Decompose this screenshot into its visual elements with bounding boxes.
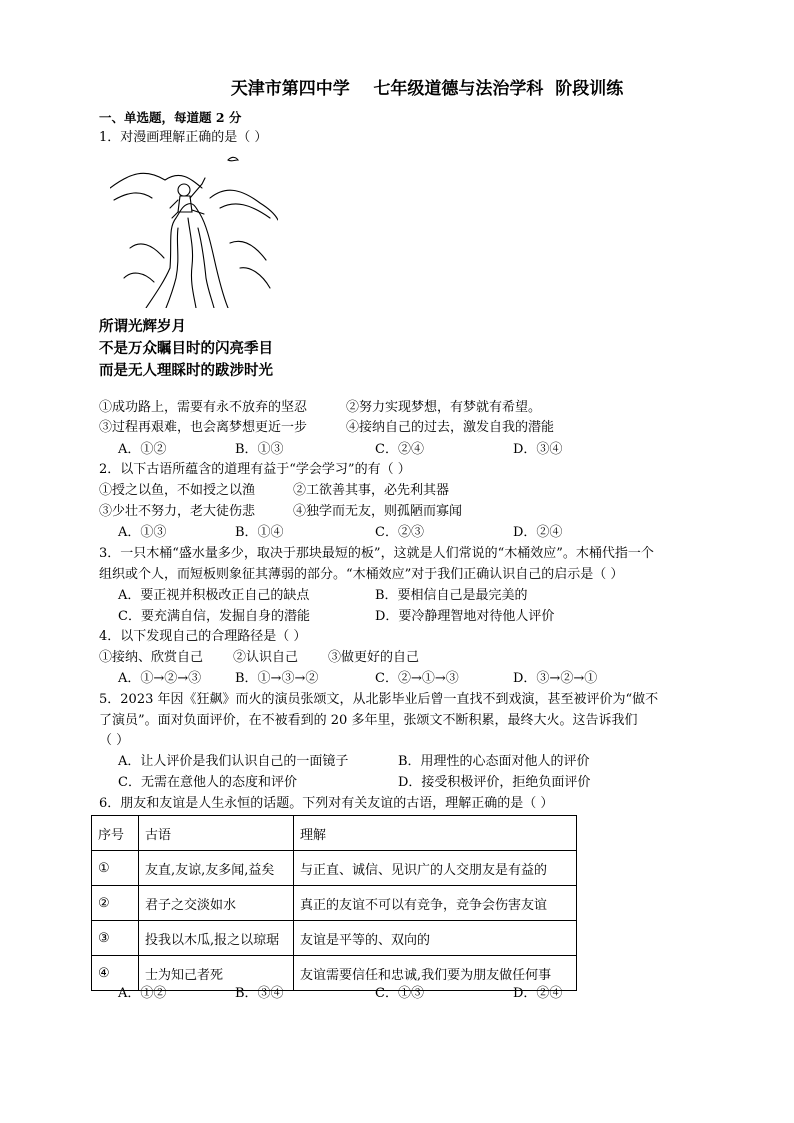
q6-table (91, 815, 577, 991)
table-row (92, 886, 577, 921)
q2-option-b[interactable]: B．①④ (235, 525, 284, 540)
q1-option-a[interactable]: A．①② (118, 442, 167, 457)
q1-option-c[interactable]: C．②④ (375, 442, 424, 457)
q1-option-b[interactable]: B．①③ (235, 442, 284, 457)
q6-option-c[interactable]: C．①③ (375, 986, 424, 1001)
header-proverb: 古语 (139, 816, 294, 851)
q2-option-c[interactable]: C．②③ (375, 525, 424, 540)
q4-option-d[interactable]: D．③→②→① (513, 671, 598, 686)
q6-option-d[interactable]: D．②④ (513, 986, 563, 1001)
table-header-row (92, 816, 577, 851)
q4-option-c[interactable]: C．②→①→③ (375, 671, 459, 686)
row-understanding: 与正直、诚信、见识广的人交朋友是有益的 (294, 851, 577, 886)
row-index: ④ (92, 956, 139, 991)
q5-option-b[interactable]: B．用理性的心态面对他人的评价 (398, 754, 590, 769)
mountain-climber-cartoon (110, 148, 278, 308)
q3-option-d[interactable]: D．要冷静理智地对待他人评价 (375, 609, 555, 624)
q4-statement-3: ③做更好的自己 (328, 650, 420, 665)
table-row (92, 851, 577, 886)
cartoon-caption (99, 316, 299, 382)
q3-option-b[interactable]: B．要相信自己是最完美的 (375, 588, 528, 603)
row-proverb: 君子之交淡如水 (139, 886, 294, 921)
q1-statement-3: ③过程再艰难，也会离梦想更近一步 (99, 420, 308, 435)
q5-stem-line-3: （ ） (99, 733, 130, 748)
header-index: 序号 (92, 816, 139, 851)
q4-option-a[interactable]: A．①→②→③ (118, 671, 202, 686)
row-proverb: 友直,友谅,友多闻,益矣 (139, 851, 294, 886)
q1-option-d[interactable]: D．③④ (513, 442, 563, 457)
q4-statement-1: ①接纳、欣赏自己 (99, 650, 204, 665)
row-index: ③ (92, 921, 139, 956)
q1-statement-2: ②努力实现梦想，有梦就有希望。 (346, 400, 542, 415)
q5-option-c[interactable]: C．无需在意他人的态度和评价 (118, 775, 297, 790)
q6-stem: 6．朋友和友谊是人生永恒的话题。下列对有关友谊的古语，理解正确的是（ ） (99, 796, 554, 811)
caption-line: 而是无人理睬时的跋涉时光 (99, 363, 273, 379)
q2-option-a[interactable]: A．①③ (118, 525, 167, 540)
q4-option-b[interactable]: B．①→③→② (235, 671, 319, 686)
q3-stem-line-2: 组织或个人，而短板则象征其薄弱的部分。“木桶效应”对于我们正确认识自己的启示是（ ） (99, 567, 624, 582)
q2-stem: 2．以下古语所蕴含的道理有益于“学会学习”的有（ ） (99, 462, 411, 477)
header-understanding: 理解 (294, 816, 577, 851)
q6-option-b[interactable]: B．③④ (235, 986, 284, 1001)
q4-stem: 4．以下发现自己的合理路径是（ ） (99, 629, 307, 644)
caption-line: 不是万众瞩目时的闪亮季目 (99, 341, 273, 357)
q3-option-c[interactable]: C．要充满自信，发掘自身的潜能 (118, 609, 310, 624)
q2-statement-1: ①授之以鱼，不如授之以渔 (99, 483, 256, 498)
row-proverb: 士为知己者死 (139, 956, 294, 991)
q3-option-a[interactable]: A．要正视并积极改正自己的缺点 (118, 588, 310, 603)
q2-option-d[interactable]: D．②④ (513, 525, 563, 540)
q2-statement-4: ④独学而无友，则孤陋而寡闻 (293, 504, 463, 519)
q1-statement-4: ④接纳自己的过去，激发自我的潜能 (346, 420, 555, 435)
row-proverb: 投我以木瓜,报之以琼琚 (139, 921, 294, 956)
q5-stem-line-2: 了演员”。面对负面评价，在不被看到的 20 多年里，张颂文不断积累，最终大火。这告诉我们 (99, 713, 638, 728)
q5-stem-line-1: 5．2023 年因《狂飙》而火的演员张颂文，从北影毕业后曾一直找不到戏演，甚至被评价为“做不 (99, 692, 659, 707)
q5-option-a[interactable]: A．让人评价是我们认识自己的一面镜子 (118, 754, 349, 769)
q3-stem-line-1: 3．一只木桶“盛水量多少，取决于那块最短的板”，这就是人们常说的“木桶效应”。木桶代指一个 (99, 546, 654, 561)
q4-statement-2: ②认识自己 (233, 650, 299, 665)
q5-option-d[interactable]: D．接受积极评价，拒绝负面评价 (398, 775, 591, 790)
row-understanding: 真正的友谊不可以有竞争，竞争会伤害友谊 (294, 886, 577, 921)
q1-stem: 1．对漫画理解正确的是（ ） (99, 130, 268, 145)
row-understanding: 友谊是平等的、双向的 (294, 921, 577, 956)
table-row (92, 921, 577, 956)
q2-statement-3: ③少壮不努力，老大徒伤悲 (99, 504, 256, 519)
q1-statement-1: ①成功路上，需要有永不放弃的坚忍 (99, 400, 308, 415)
page-title: 天津市第四中学 七年级道德与法治学科 阶段训练 (230, 79, 624, 99)
caption-line: 所谓光辉岁月 (99, 319, 186, 335)
q6-option-a[interactable]: A．①② (118, 986, 167, 1001)
row-index: ① (92, 851, 139, 886)
row-index: ② (92, 886, 139, 921)
q2-statement-2: ②工欲善其事，必先利其器 (293, 483, 450, 498)
row-understanding: 友谊需要信任和忠诚,我们要为朋友做任何事 (294, 956, 577, 991)
section-heading: 一、单选题，每道题 2 分 (99, 110, 242, 125)
